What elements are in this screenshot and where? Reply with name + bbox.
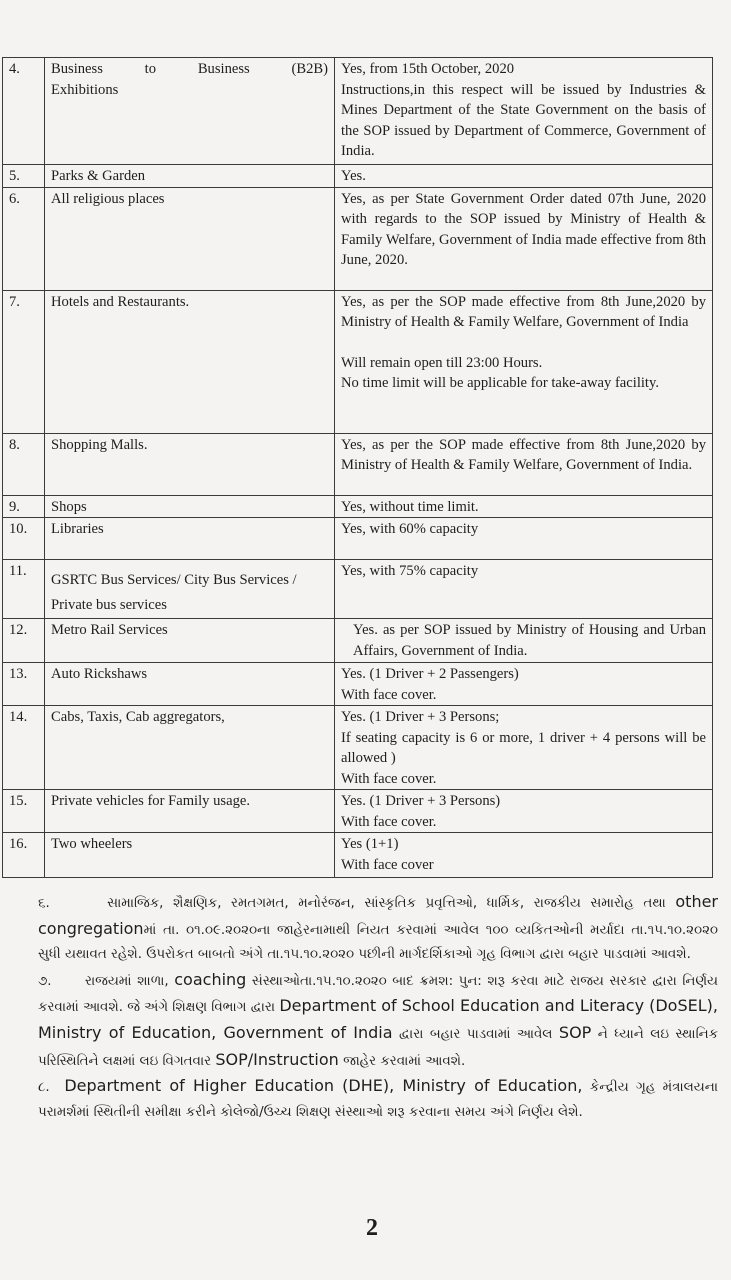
activity-name xyxy=(45,706,335,790)
activity-name-line: Shopping Malls. xyxy=(51,436,148,453)
allowance-line: Yes. (1 Driver + 3 Persons; xyxy=(341,709,500,725)
allowance-line: No time limit will be applicable for take-away facility. xyxy=(341,375,659,391)
row-number: 4. xyxy=(3,58,45,165)
allowance-text xyxy=(335,495,713,518)
note-8-number: ૮. xyxy=(38,1080,50,1096)
row-number: 8. xyxy=(3,433,45,495)
activity-name xyxy=(45,433,335,495)
allowance-text xyxy=(335,706,713,790)
allowance-line: If seating capacity is 6 or more, 1 driver + 4 persons will be allowed ) xyxy=(341,729,706,766)
allowance-text xyxy=(335,290,713,433)
table-row xyxy=(3,433,713,495)
activity-name-line: Exhibitions xyxy=(51,81,119,98)
table-row xyxy=(3,619,713,663)
table-row xyxy=(3,165,713,188)
activity-name-line: Auto Rickshaws xyxy=(51,666,148,682)
allowance-line: Will remain open till 23:00 Hours. xyxy=(341,354,543,371)
allowance-line: Yes. xyxy=(341,168,366,184)
note-7-text-en2: Department of School Education and Literacy (DoSEL), Ministry of Education, Government of India xyxy=(38,996,718,1042)
allowance-line: Yes, from 15th October, 2020 xyxy=(341,61,515,77)
note-7-text-en3: SOP xyxy=(558,1022,592,1042)
activity-name xyxy=(45,518,335,560)
allowance-line: Yes, with 75% capacity xyxy=(341,563,479,579)
allowance-line: With face cover. xyxy=(341,686,437,703)
allowance-line: Yes. as per SOP issued by Ministry of Housing and Urban Affairs, Government of India. xyxy=(353,622,706,659)
activity-name xyxy=(45,165,335,188)
allowance-text xyxy=(335,58,713,165)
activity-name xyxy=(45,495,335,518)
table-row xyxy=(3,58,713,165)
allowance-text xyxy=(335,187,713,290)
activity-name-line: Cabs, Taxis, Cab aggregators, xyxy=(51,709,225,725)
note-7-number: ૭. xyxy=(38,973,52,989)
table-row xyxy=(3,290,713,433)
table-row xyxy=(3,790,713,833)
allowance-line: With face cover xyxy=(341,856,434,873)
note-8 xyxy=(38,1074,718,1125)
row-number: 7. xyxy=(3,290,45,433)
activity-name-line: Libraries xyxy=(51,521,104,537)
table-row xyxy=(3,706,713,790)
activities-table xyxy=(2,57,713,878)
activity-name xyxy=(45,290,335,433)
allowance-line: Yes, as per the SOP made effective from 8th June,2020 by Ministry of Health & Family Welfare, Government of India xyxy=(341,293,706,330)
allowance-line: Instructions,in this respect will be issued by Industries & Mines Department of the State Government on the basis of the SOP issued by Department of Commerce, Government of India. xyxy=(341,81,706,159)
activity-name-line: All religious places xyxy=(51,190,165,207)
allowance-line: Yes. (1 Driver + 2 Passengers) xyxy=(341,666,519,682)
note-7-text-c: દ્વારા બહાર પાડવામાં આવેલ xyxy=(399,1026,553,1042)
allowance-line: With face cover. xyxy=(341,813,437,830)
note-7-text-en1: coaching xyxy=(174,969,247,989)
row-number: 9. xyxy=(3,495,45,518)
activity-name-line: Hotels and Restaurants. xyxy=(51,293,190,310)
allowance-text xyxy=(335,560,713,619)
allowance-text xyxy=(335,790,713,833)
row-number: 13. xyxy=(3,663,45,706)
row-number: 16. xyxy=(3,833,45,878)
allowance-text xyxy=(335,433,713,495)
activity-name-line: Metro Rail Services xyxy=(51,622,168,638)
activity-name xyxy=(45,790,335,833)
row-number: 6. xyxy=(3,187,45,290)
table-row xyxy=(3,833,713,878)
note-7-text-d: ને ધ્યાને લઇ સ્થાનિક પરિસ્થિતિને લક્ષમાં લઇ વિગતવાર xyxy=(38,1026,719,1069)
allowance-line xyxy=(341,333,706,353)
table-row xyxy=(3,187,713,290)
note-6-number: ૬. xyxy=(38,896,50,911)
note-7-text-e: જાહેર કરવામાં આવશે. xyxy=(343,1053,466,1069)
row-number: 10. xyxy=(3,518,45,560)
activity-name-line: Parks & Garden xyxy=(51,168,146,184)
row-number: 15. xyxy=(3,790,45,833)
activity-name-line: Shops xyxy=(51,498,87,515)
activity-name xyxy=(45,833,335,878)
activity-name-line: Two wheelers xyxy=(51,836,133,852)
note-6-text-a: સામાજિક, શૈક્ષણિક, રમતગમત, મનોરંજન, સાંસ્કૃતિક પ્રવૃત્તિઓ, ધાર્મિક, રાજકીય સમારોહ તથા xyxy=(107,896,666,911)
note-7-text-en4: SOP/Instruction xyxy=(215,1049,339,1069)
notes-section xyxy=(38,890,718,1125)
note-7-text-b: સંસ્થાઓતા.૧૫.૧૦.૨૦૨૦ બાદ ક્રમશ: પુન: શરૂ કરવા માટે રાજય સરકાર દ્વારા નિર્ણય કરવામાં આવશે. જે અંગે શિક્ષણ વિભાગ દ્વારા xyxy=(38,973,718,1016)
page-number: 2 xyxy=(366,1215,378,1241)
row-number: 5. xyxy=(3,165,45,188)
row-number: 11. xyxy=(3,560,45,619)
allowance-line: Yes. (1 Driver + 3 Persons) xyxy=(341,793,501,809)
table-row xyxy=(3,495,713,518)
allowance-text xyxy=(335,619,713,663)
activity-name xyxy=(45,560,335,619)
note-6-text-en: other congregation xyxy=(38,892,718,938)
note-7 xyxy=(38,968,718,1074)
allowance-text xyxy=(335,663,713,706)
note-6 xyxy=(38,890,718,968)
allowance-text xyxy=(335,833,713,878)
activity-name-line: Business to Business (B2B) xyxy=(51,61,328,77)
allowance-line: Yes (1+1) xyxy=(341,836,399,852)
table-row xyxy=(3,663,713,706)
allowance-line: Yes, with 60% capacity xyxy=(341,521,479,537)
allowance-line: Yes, as per the SOP made effective from 8th June,2020 by Ministry of Health & Family Welfare, Government of India. xyxy=(341,436,706,473)
allowance-line: Yes, as per State Government Order dated 07th June, 2020 with regards to the SOP issued by Ministry of Health & Family Welfare, Government of India made effective from 8th June, 2020. xyxy=(341,190,706,268)
allowance-line: With face cover. xyxy=(341,770,437,787)
allowance-text xyxy=(335,165,713,188)
activity-name xyxy=(45,663,335,706)
note-6-text-b: માં તા. ૦૧.૦૯.૨૦૨૦ના જાહેરનામાથી નિયત કરવામાં આવેલ ૧૦૦ વ્યકિતઓની મર્યાદા તા.૧૫.૧૦.૨૦૨૦ સુધી યથાવત રહેશે. ઉપરોકત બાબતો અંગે તા.૧૫.૧૦.૨૦૨૦ પછીની માર્ગદર્શિકાઓ ગૃહ વિભાગ દ્વારા બહાર પાડવામાં આવશે. xyxy=(38,922,718,963)
activity-name xyxy=(45,58,335,165)
activity-name xyxy=(45,619,335,663)
allowance-line: Yes, without time limit. xyxy=(341,498,479,515)
row-number: 12. xyxy=(3,619,45,663)
table-row xyxy=(3,560,713,619)
activity-name-line: Private vehicles for Family usage. xyxy=(51,793,250,809)
note-7-text-a: રાજયમાં શાળા, xyxy=(84,973,169,989)
activity-name-line: GSRTC Bus Services/ City Bus Services / Private bus services xyxy=(51,572,297,613)
note-8-text-en: Department of Higher Education (DHE), Ministry of Education, xyxy=(64,1076,583,1096)
row-number: 14. xyxy=(3,706,45,790)
activity-name xyxy=(45,187,335,290)
allowance-text xyxy=(335,518,713,560)
table-row xyxy=(3,518,713,560)
note-8-text-a: કેન્દ્રીય ગૃહ મંત્રાલયના પરામર્શમાં સ્થિતીની સમીક્ષા કરીને કોલેજો/ઉચ્ચ શિક્ષણ સંસ્થાઓ શરૂ કરવાના સમય અંગે નિર્ણય લેશે. xyxy=(38,1080,718,1120)
